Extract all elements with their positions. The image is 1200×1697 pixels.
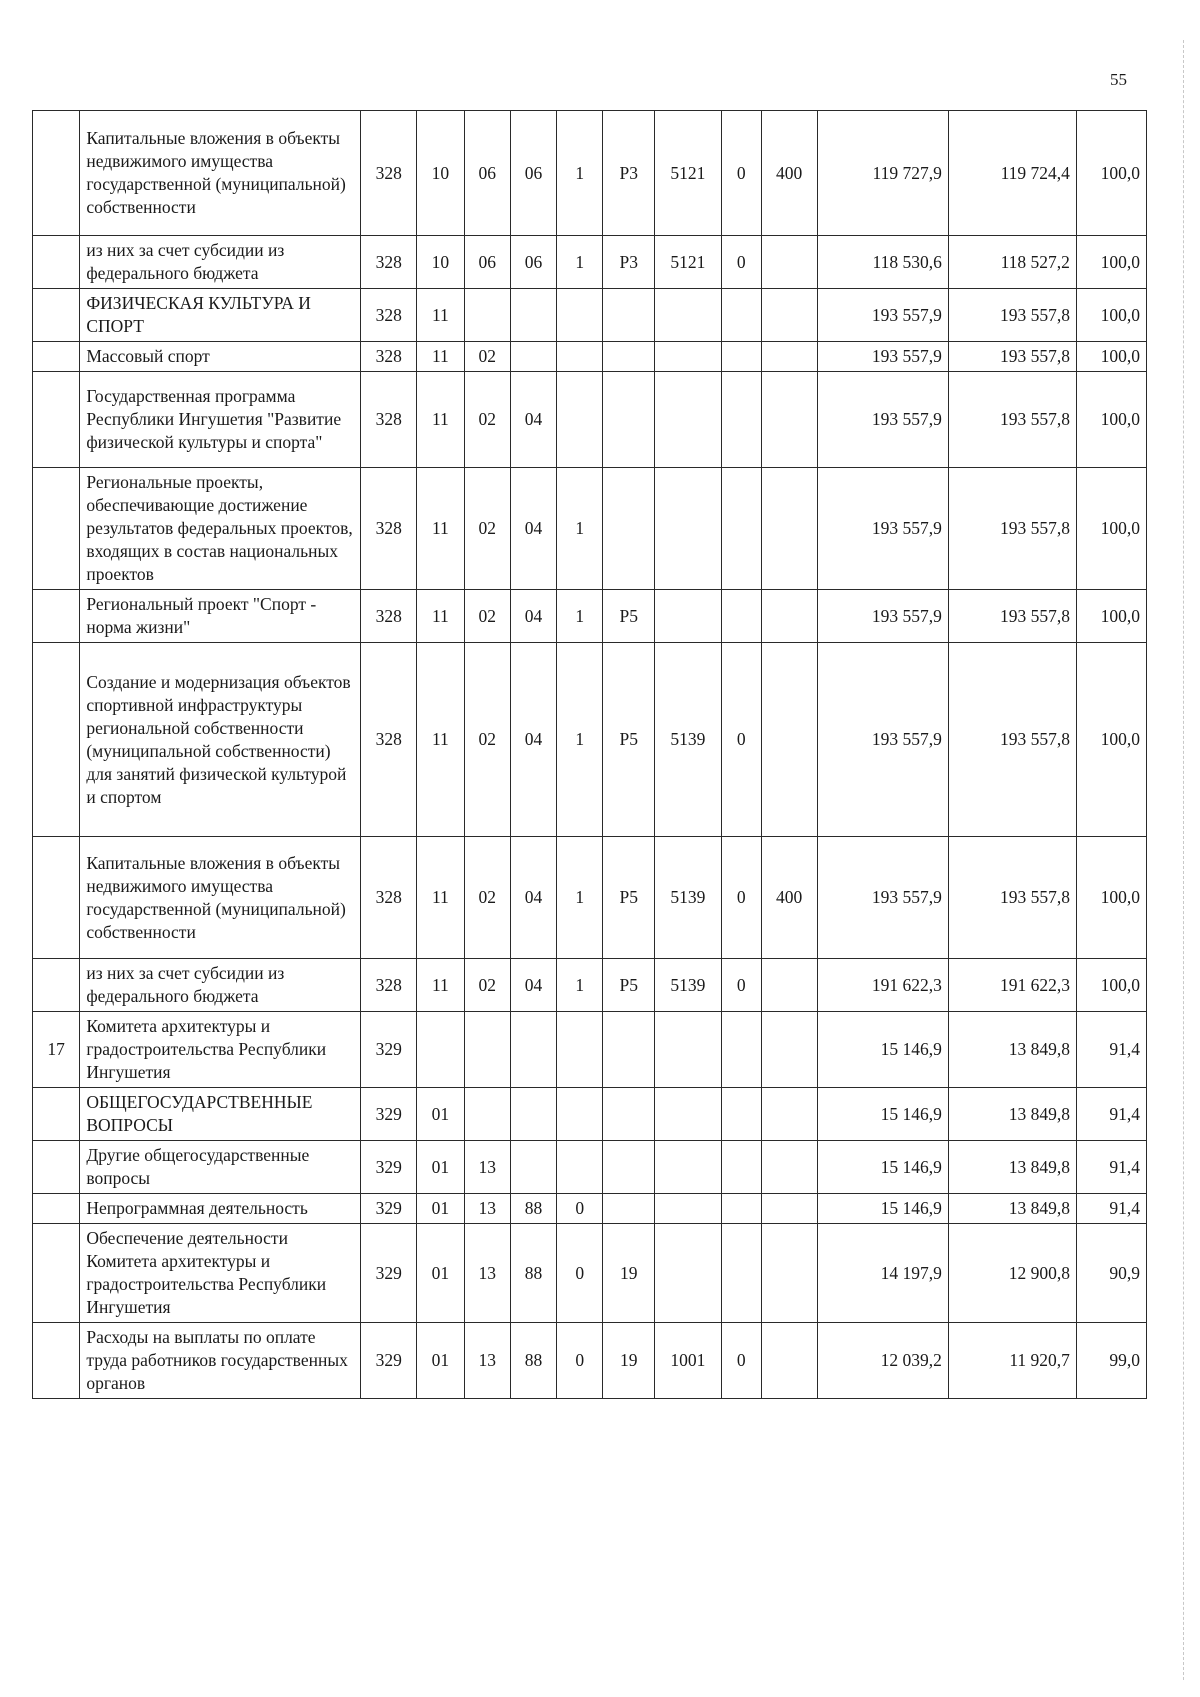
- expense-type-code-cell: [761, 468, 817, 590]
- actual-amount-cell: 11 920,7: [948, 1323, 1076, 1399]
- row-name-cell: Капитальные вложения в объекты недвижимого имущества государственной (муниципальной) собственности: [80, 837, 361, 959]
- section-code-cell: 10: [417, 111, 464, 236]
- direction-suffix-cell: [721, 1088, 761, 1141]
- program-code-cell: 04: [510, 372, 556, 468]
- row-name-cell: Массовый спорт: [80, 342, 361, 372]
- expense-type-code-cell: [761, 1194, 817, 1224]
- subsection-code-cell: 06: [464, 236, 510, 289]
- scan-edge-line: [1183, 40, 1185, 1680]
- direction-suffix-cell: [721, 289, 761, 342]
- expense-type-code-cell: [761, 959, 817, 1012]
- subsection-code-cell: [464, 1012, 510, 1088]
- row-name-cell: Государственная программа Республики Ингушетия "Развитие физической культуры и спорта": [80, 372, 361, 468]
- table-row: [33, 590, 1147, 643]
- expense-type-code-cell: [761, 342, 817, 372]
- planned-amount-cell: 15 146,9: [817, 1088, 948, 1141]
- row-number-cell: [33, 1323, 80, 1399]
- subprogram-code-cell: 1: [557, 837, 603, 959]
- row-number-cell: [33, 468, 80, 590]
- actual-amount-cell: 13 849,8: [948, 1012, 1076, 1088]
- subprogram-code-cell: 0: [557, 1323, 603, 1399]
- subsection-code-cell: 02: [464, 468, 510, 590]
- direction-code-cell: [655, 1194, 722, 1224]
- expense-type-code-cell: 400: [761, 111, 817, 236]
- table-row: [33, 1224, 1147, 1323]
- row-name-cell: Другие общегосударственные вопросы: [80, 1141, 361, 1194]
- planned-amount-cell: 193 557,9: [817, 837, 948, 959]
- project-code-cell: [603, 372, 655, 468]
- subsection-code-cell: 02: [464, 959, 510, 1012]
- direction-code-cell: [655, 1224, 722, 1323]
- program-code-cell: [510, 342, 556, 372]
- project-code-cell: [603, 342, 655, 372]
- section-code-cell: 11: [417, 468, 464, 590]
- program-code-cell: [510, 1012, 556, 1088]
- row-name-cell: Непрограммная деятельность: [80, 1194, 361, 1224]
- actual-amount-cell: 193 557,8: [948, 643, 1076, 837]
- row-number-cell: [33, 590, 80, 643]
- row-name-cell: Расходы на выплаты по оплате труда работников государственных органов: [80, 1323, 361, 1399]
- direction-code-cell: 1001: [655, 1323, 722, 1399]
- planned-amount-cell: 15 146,9: [817, 1141, 948, 1194]
- section-code-cell: 11: [417, 959, 464, 1012]
- planned-amount-cell: 119 727,9: [817, 111, 948, 236]
- direction-suffix-cell: 0: [721, 1323, 761, 1399]
- row-name-cell: Региональный проект "Спорт - норма жизни": [80, 590, 361, 643]
- direction-code-cell: [655, 372, 722, 468]
- budget-execution-table: [32, 110, 1147, 1399]
- expense-type-code-cell: [761, 1088, 817, 1141]
- subprogram-code-cell: [557, 372, 603, 468]
- subsection-code-cell: 13: [464, 1224, 510, 1323]
- ministry-code-cell: 328: [361, 959, 417, 1012]
- section-code-cell: 11: [417, 590, 464, 643]
- table-row: [33, 1323, 1147, 1399]
- table-row: [33, 837, 1147, 959]
- program-code-cell: 88: [510, 1224, 556, 1323]
- row-number-cell: [33, 837, 80, 959]
- direction-suffix-cell: 0: [721, 111, 761, 236]
- row-number-cell: [33, 1088, 80, 1141]
- table-row: [33, 342, 1147, 372]
- actual-amount-cell: 193 557,8: [948, 289, 1076, 342]
- row-number-cell: [33, 1141, 80, 1194]
- subprogram-code-cell: 0: [557, 1194, 603, 1224]
- row-name-cell: Обеспечение деятельности Комитета архитектуры и градостроительства Республики Ингушетия: [80, 1224, 361, 1323]
- planned-amount-cell: 15 146,9: [817, 1194, 948, 1224]
- project-code-cell: [603, 1012, 655, 1088]
- section-code-cell: 11: [417, 643, 464, 837]
- actual-amount-cell: 119 724,4: [948, 111, 1076, 236]
- row-name-cell: Комитета архитектуры и градостроительства Республики Ингушетия: [80, 1012, 361, 1088]
- planned-amount-cell: 12 039,2: [817, 1323, 948, 1399]
- execution-percent-cell: 91,4: [1076, 1088, 1146, 1141]
- execution-percent-cell: 99,0: [1076, 1323, 1146, 1399]
- expense-type-code-cell: [761, 236, 817, 289]
- section-code-cell: 11: [417, 289, 464, 342]
- actual-amount-cell: 193 557,8: [948, 468, 1076, 590]
- ministry-code-cell: 329: [361, 1141, 417, 1194]
- row-number-cell: [33, 342, 80, 372]
- subsection-code-cell: 02: [464, 372, 510, 468]
- execution-percent-cell: 91,4: [1076, 1194, 1146, 1224]
- program-code-cell: [510, 289, 556, 342]
- subsection-code-cell: 02: [464, 643, 510, 837]
- program-code-cell: 06: [510, 236, 556, 289]
- project-code-cell: 19: [603, 1323, 655, 1399]
- row-name-cell: из них за счет субсидии из федерального бюджета: [80, 959, 361, 1012]
- direction-code-cell: 5139: [655, 643, 722, 837]
- subprogram-code-cell: 1: [557, 959, 603, 1012]
- subprogram-code-cell: 1: [557, 236, 603, 289]
- table-row: [33, 289, 1147, 342]
- row-number-cell: [33, 111, 80, 236]
- actual-amount-cell: 193 557,8: [948, 837, 1076, 959]
- ministry-code-cell: 329: [361, 1224, 417, 1323]
- actual-amount-cell: 12 900,8: [948, 1224, 1076, 1323]
- direction-suffix-cell: [721, 1141, 761, 1194]
- direction-suffix-cell: 0: [721, 643, 761, 837]
- expense-type-code-cell: 400: [761, 837, 817, 959]
- subsection-code-cell: 13: [464, 1141, 510, 1194]
- direction-code-cell: [655, 468, 722, 590]
- row-number-cell: [33, 236, 80, 289]
- program-code-cell: 04: [510, 643, 556, 837]
- subprogram-code-cell: [557, 342, 603, 372]
- table-row: [33, 111, 1147, 236]
- planned-amount-cell: 118 530,6: [817, 236, 948, 289]
- planned-amount-cell: 15 146,9: [817, 1012, 948, 1088]
- subsection-code-cell: [464, 1088, 510, 1141]
- project-code-cell: Р5: [603, 837, 655, 959]
- direction-code-cell: 5139: [655, 837, 722, 959]
- planned-amount-cell: 191 622,3: [817, 959, 948, 1012]
- ministry-code-cell: 328: [361, 236, 417, 289]
- section-code-cell: 11: [417, 372, 464, 468]
- project-code-cell: 19: [603, 1224, 655, 1323]
- subprogram-code-cell: 1: [557, 590, 603, 643]
- expense-type-code-cell: [761, 590, 817, 643]
- program-code-cell: 04: [510, 590, 556, 643]
- row-name-cell: Региональные проекты, обеспечивающие достижение результатов федеральных проектов, входящих в состав национальных проектов: [80, 468, 361, 590]
- execution-percent-cell: 100,0: [1076, 236, 1146, 289]
- planned-amount-cell: 193 557,9: [817, 590, 948, 643]
- actual-amount-cell: 193 557,8: [948, 372, 1076, 468]
- ministry-code-cell: 329: [361, 1012, 417, 1088]
- subsection-code-cell: 02: [464, 342, 510, 372]
- expense-type-code-cell: [761, 1323, 817, 1399]
- subprogram-code-cell: [557, 1012, 603, 1088]
- execution-percent-cell: 100,0: [1076, 342, 1146, 372]
- program-code-cell: 04: [510, 959, 556, 1012]
- ministry-code-cell: 328: [361, 468, 417, 590]
- direction-suffix-cell: [721, 1012, 761, 1088]
- project-code-cell: [603, 1141, 655, 1194]
- direction-suffix-cell: 0: [721, 837, 761, 959]
- direction-code-cell: 5121: [655, 236, 722, 289]
- program-code-cell: 04: [510, 468, 556, 590]
- row-number-cell: 17: [33, 1012, 80, 1088]
- section-code-cell: 11: [417, 342, 464, 372]
- row-number-cell: [33, 372, 80, 468]
- ministry-code-cell: 328: [361, 111, 417, 236]
- project-code-cell: Р5: [603, 959, 655, 1012]
- section-code-cell: 01: [417, 1224, 464, 1323]
- program-code-cell: 04: [510, 837, 556, 959]
- actual-amount-cell: 118 527,2: [948, 236, 1076, 289]
- subsection-code-cell: [464, 289, 510, 342]
- planned-amount-cell: 193 557,9: [817, 289, 948, 342]
- section-code-cell: 01: [417, 1141, 464, 1194]
- subprogram-code-cell: [557, 1088, 603, 1141]
- execution-percent-cell: 100,0: [1076, 111, 1146, 236]
- subsection-code-cell: 13: [464, 1323, 510, 1399]
- subsection-code-cell: 02: [464, 837, 510, 959]
- execution-percent-cell: 100,0: [1076, 959, 1146, 1012]
- actual-amount-cell: 13 849,8: [948, 1194, 1076, 1224]
- section-code-cell: 01: [417, 1088, 464, 1141]
- subprogram-code-cell: 1: [557, 468, 603, 590]
- ministry-code-cell: 329: [361, 1088, 417, 1141]
- section-code-cell: [417, 1012, 464, 1088]
- ministry-code-cell: 328: [361, 342, 417, 372]
- direction-suffix-cell: [721, 468, 761, 590]
- direction-code-cell: [655, 289, 722, 342]
- project-code-cell: Р3: [603, 236, 655, 289]
- row-number-cell: [33, 1224, 80, 1323]
- row-number-cell: [33, 959, 80, 1012]
- direction-suffix-cell: [721, 372, 761, 468]
- project-code-cell: [603, 289, 655, 342]
- section-code-cell: 01: [417, 1194, 464, 1224]
- direction-suffix-cell: 0: [721, 236, 761, 289]
- ministry-code-cell: 328: [361, 837, 417, 959]
- table-row: [33, 468, 1147, 590]
- direction-code-cell: [655, 1088, 722, 1141]
- execution-percent-cell: 100,0: [1076, 590, 1146, 643]
- project-code-cell: [603, 1088, 655, 1141]
- program-code-cell: 88: [510, 1323, 556, 1399]
- ministry-code-cell: 328: [361, 289, 417, 342]
- direction-suffix-cell: [721, 342, 761, 372]
- table-row: [33, 372, 1147, 468]
- program-code-cell: 06: [510, 111, 556, 236]
- planned-amount-cell: 14 197,9: [817, 1224, 948, 1323]
- row-name-cell: ОБЩЕГОСУДАРСТВЕННЫЕ ВОПРОСЫ: [80, 1088, 361, 1141]
- table-row: [33, 959, 1147, 1012]
- row-number-cell: [33, 643, 80, 837]
- row-name-cell: из них за счет субсидии из федерального бюджета: [80, 236, 361, 289]
- ministry-code-cell: 328: [361, 643, 417, 837]
- subprogram-code-cell: [557, 1141, 603, 1194]
- execution-percent-cell: 100,0: [1076, 289, 1146, 342]
- table-row: [33, 1012, 1147, 1088]
- row-name-cell: Создание и модернизация объектов спортивной инфраструктуры региональной собственности (муниципальной собственности) для занятий физической культурой и спортом: [80, 643, 361, 837]
- actual-amount-cell: 13 849,8: [948, 1088, 1076, 1141]
- execution-percent-cell: 100,0: [1076, 643, 1146, 837]
- table-row: [33, 236, 1147, 289]
- execution-percent-cell: 100,0: [1076, 372, 1146, 468]
- project-code-cell: Р3: [603, 111, 655, 236]
- planned-amount-cell: 193 557,9: [817, 342, 948, 372]
- direction-suffix-cell: [721, 1194, 761, 1224]
- actual-amount-cell: 193 557,8: [948, 342, 1076, 372]
- subsection-code-cell: 06: [464, 111, 510, 236]
- expense-type-code-cell: [761, 643, 817, 837]
- execution-percent-cell: 100,0: [1076, 468, 1146, 590]
- expense-type-code-cell: [761, 1141, 817, 1194]
- execution-percent-cell: 90,9: [1076, 1224, 1146, 1323]
- program-code-cell: [510, 1088, 556, 1141]
- row-name-cell: ФИЗИЧЕСКАЯ КУЛЬТУРА И СПОРТ: [80, 289, 361, 342]
- subprogram-code-cell: [557, 289, 603, 342]
- table-row: [33, 1088, 1147, 1141]
- execution-percent-cell: 100,0: [1076, 837, 1146, 959]
- direction-suffix-cell: [721, 590, 761, 643]
- project-code-cell: Р5: [603, 590, 655, 643]
- program-code-cell: [510, 1141, 556, 1194]
- table-row: [33, 643, 1147, 837]
- expense-type-code-cell: [761, 372, 817, 468]
- subprogram-code-cell: 1: [557, 111, 603, 236]
- ministry-code-cell: 328: [361, 372, 417, 468]
- subsection-code-cell: 02: [464, 590, 510, 643]
- section-code-cell: 10: [417, 236, 464, 289]
- expense-type-code-cell: [761, 1012, 817, 1088]
- direction-code-cell: [655, 342, 722, 372]
- subprogram-code-cell: 0: [557, 1224, 603, 1323]
- direction-suffix-cell: [721, 1224, 761, 1323]
- expense-type-code-cell: [761, 1224, 817, 1323]
- actual-amount-cell: 13 849,8: [948, 1141, 1076, 1194]
- subprogram-code-cell: 1: [557, 643, 603, 837]
- planned-amount-cell: 193 557,9: [817, 643, 948, 837]
- planned-amount-cell: 193 557,9: [817, 468, 948, 590]
- direction-code-cell: [655, 590, 722, 643]
- project-code-cell: [603, 468, 655, 590]
- subsection-code-cell: 13: [464, 1194, 510, 1224]
- direction-code-cell: 5139: [655, 959, 722, 1012]
- direction-code-cell: 5121: [655, 111, 722, 236]
- execution-percent-cell: 91,4: [1076, 1141, 1146, 1194]
- ministry-code-cell: 328: [361, 590, 417, 643]
- section-code-cell: 11: [417, 837, 464, 959]
- table-row: [33, 1194, 1147, 1224]
- project-code-cell: Р5: [603, 643, 655, 837]
- row-name-cell: Капитальные вложения в объекты недвижимого имущества государственной (муниципальной) собственности: [80, 111, 361, 236]
- row-number-cell: [33, 1194, 80, 1224]
- row-number-cell: [33, 289, 80, 342]
- page-number: 55: [1110, 70, 1127, 89]
- execution-percent-cell: 91,4: [1076, 1012, 1146, 1088]
- ministry-code-cell: 329: [361, 1323, 417, 1399]
- actual-amount-cell: 193 557,8: [948, 590, 1076, 643]
- direction-suffix-cell: 0: [721, 959, 761, 1012]
- direction-code-cell: [655, 1012, 722, 1088]
- planned-amount-cell: 193 557,9: [817, 372, 948, 468]
- ministry-code-cell: 329: [361, 1194, 417, 1224]
- table-row: [33, 1141, 1147, 1194]
- project-code-cell: [603, 1194, 655, 1224]
- expense-type-code-cell: [761, 289, 817, 342]
- actual-amount-cell: 191 622,3: [948, 959, 1076, 1012]
- program-code-cell: 88: [510, 1194, 556, 1224]
- section-code-cell: 01: [417, 1323, 464, 1399]
- direction-code-cell: [655, 1141, 722, 1194]
